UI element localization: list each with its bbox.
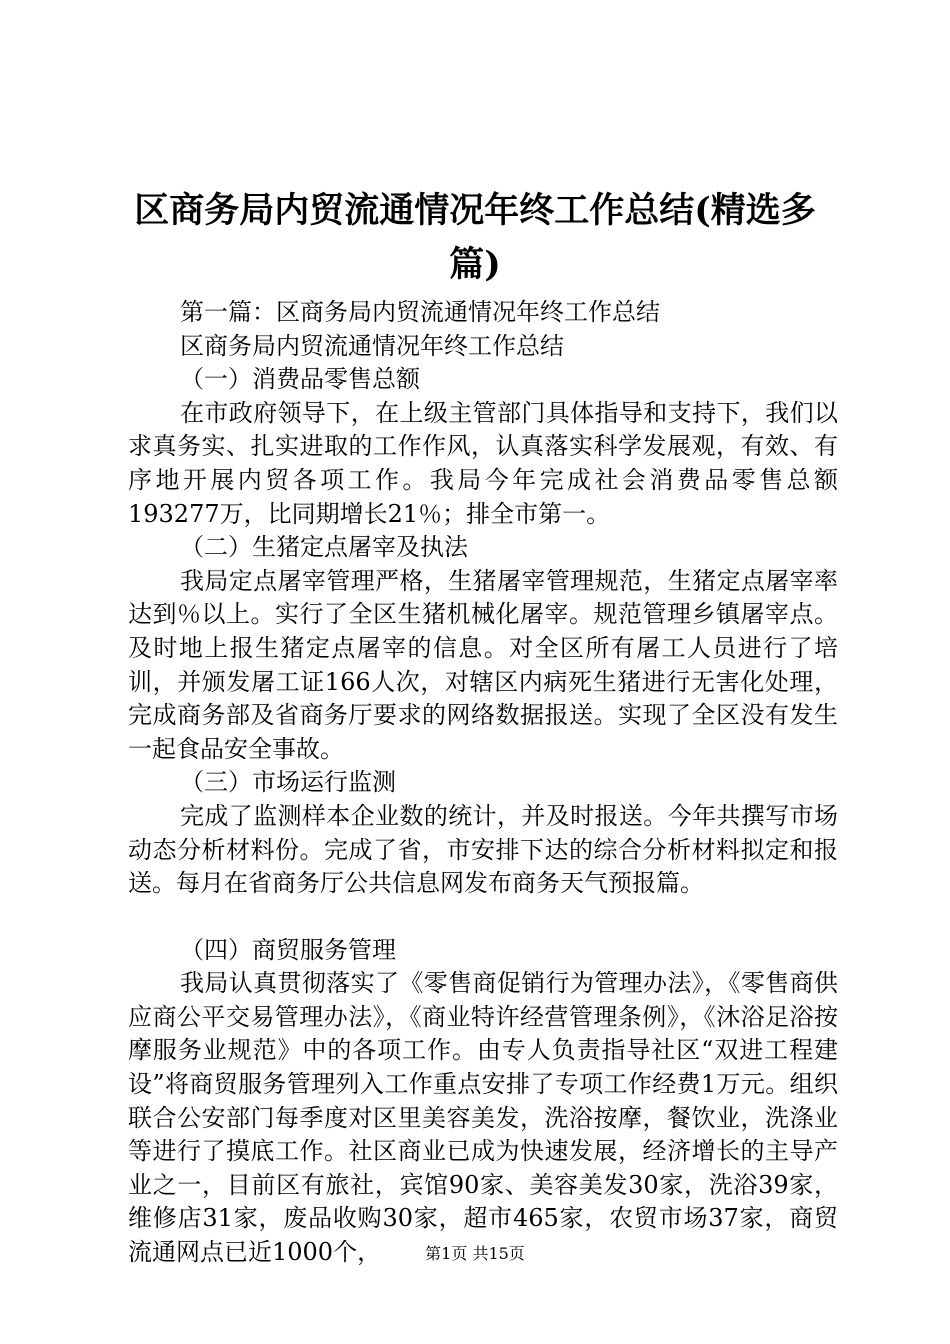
section-text-4: 我局认真贯彻落实了《零售商促销行为管理办法》，《零售商供应商公平交易管理办法》，《商业特许经营管理条例》，《沐浴足浴按摩服务业规范》中的各项工作。由专人负责指导社区“双进工程建设”将商贸服务管理列入工作重点安排了专项工作经费1万元。组织联合公安部门每季度对区里美容美发，洗浴按摩，餐饮业，洗涤业等进行了摸底工作。社区商业已成为快速发展，经济增长的主导产业之一，目前区有旅社，宾馆90家、美容美发30家，洗浴39家，维修店31家，废品收购30家，超市465家，农贸市场37家，商贸流通网点已近1000个，: [128, 969, 838, 1267]
section-text-1: 在市政府领导下，在上级主管部门具体指导和支持下，我们以求真务实、扎实进取的工作作风，认真落实科学发展观，有效、有序地开展内贸各项工作。我局今年完成社会消费品零售总额193277万，比同期增长21％；排全市第一。: [128, 398, 838, 528]
section-heading-3: （三）市场运行监测: [180, 768, 396, 797]
paragraph-gap: [128, 901, 838, 934]
chapter-heading: 第一篇：区商务局内贸流通情况年终工作总结: [180, 298, 660, 326]
section-heading-2: （二）生猪定点屠宰及执法: [180, 533, 468, 562]
title-line-1: 区商务局内贸流通情况年终工作总结(精选多: [134, 190, 816, 231]
document-body: [128, 296, 838, 1270]
section-heading-4: （四）商贸服务管理: [180, 935, 396, 964]
document-title: [60, 184, 890, 292]
doc-subtitle: 区商务局内贸流通情况年终工作总结: [180, 331, 564, 360]
section-text-3: 完成了监测样本企业数的统计，并及时报送。今年共撰写市场动态分析材料份。完成了省，市安排下达的综合分析材料拟定和报送。每月在省商务厅公共信息网发布商务天气预报篇。: [128, 801, 838, 898]
section-text-2: 我局定点屠宰管理严格，生猪屠宰管理规范，生猪定点屠宰率达到％以上。实行了全区生猪机械化屠宰。规范管理乡镇屠宰点。及时地上报生猪定点屠宰的信息。对全区所有屠工人员进行了培训，并颁发屠工证166人次，对辖区内病死生猪进行无害化处理，完成商务部及省商务厅要求的网络数据报送。实现了全区没有发生一起食品安全事故。: [128, 566, 838, 763]
section-heading-1: （一）消费品零售总额: [180, 365, 420, 394]
page-footer: 第1页 共15页: [425, 1244, 525, 1263]
title-line-2: 篇): [449, 244, 501, 285]
